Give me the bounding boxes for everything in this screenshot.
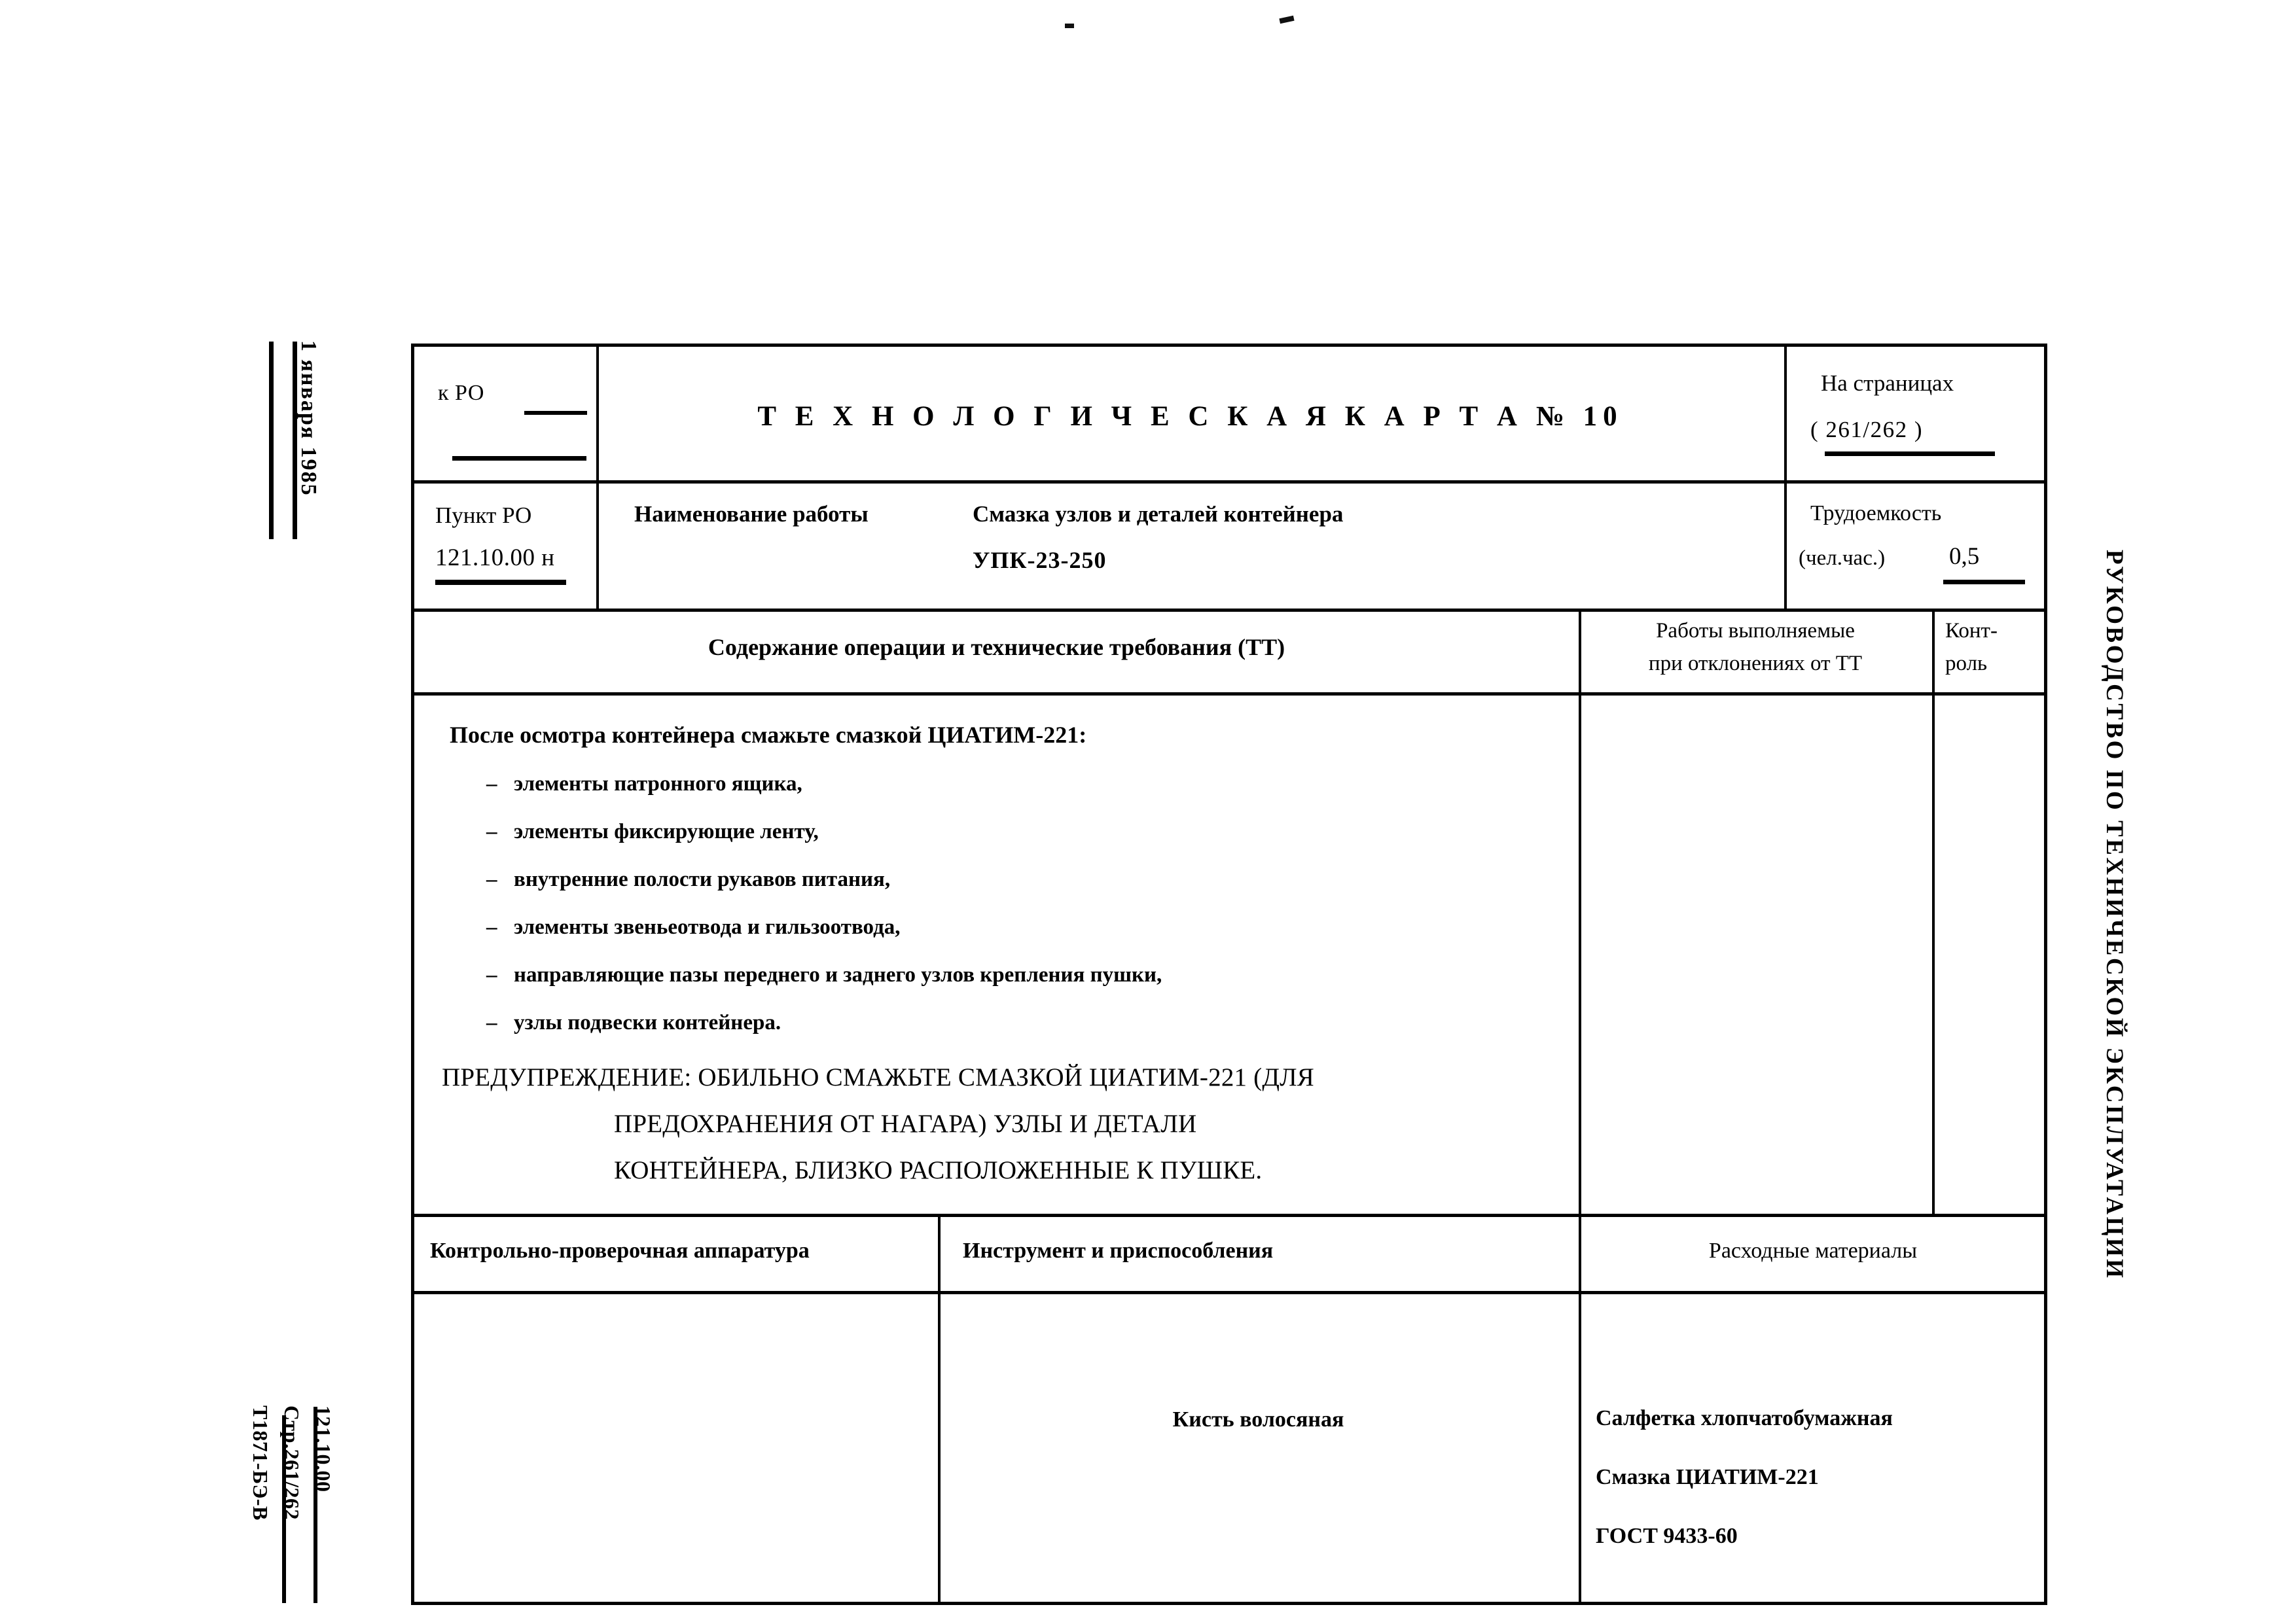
work-name-label: Наименование работы bbox=[634, 501, 869, 527]
labor-cell bbox=[1784, 480, 2047, 609]
list-item: Смазка ЦИАТИМ-221 bbox=[1596, 1465, 1819, 1489]
labor-label: Трудоемкость bbox=[1810, 501, 1942, 525]
column-header-control-line1: Конт- bbox=[1945, 619, 1998, 643]
column-header-control-line2: роль bbox=[1945, 652, 1988, 675]
list-item: – узлы подвески контейнера. bbox=[440, 1011, 1552, 1035]
pages-value: ( 261/262 ) bbox=[1810, 417, 1924, 442]
materials-header-cell bbox=[1579, 1214, 2047, 1291]
technological-card-table bbox=[411, 344, 2047, 1605]
warning-text-line2: ПРЕДОХРАНЕНИЯ ОТ НАГАРА) УЗЛЫ И ДЕТАЛИ bbox=[614, 1110, 1197, 1138]
pages-underline bbox=[1825, 451, 1995, 456]
warning-text-line3: КОНТЕЙНЕРА, БЛИЗКО РАСПОЛОЖЕННЫЕ К ПУШКЕ. bbox=[614, 1156, 1263, 1184]
scan-speckle bbox=[1279, 16, 1294, 24]
operation-item-list bbox=[440, 772, 1552, 1035]
column-header-content-label: Содержание операции и технические требования (ТТ) bbox=[708, 634, 1285, 660]
list-item: – элементы фиксирующие ленту, bbox=[440, 820, 1552, 844]
list-item: – направляющие пазы переднего и заднего узлов крепления пушки, bbox=[440, 963, 1552, 987]
ro-point-underline bbox=[435, 580, 566, 585]
tools-value-cell bbox=[938, 1291, 1579, 1605]
tools-value: Кисть волосяная bbox=[1172, 1407, 1344, 1432]
work-name-value-line1: Смазка узлов и деталей контейнера bbox=[973, 501, 1344, 527]
date-stamp-rule bbox=[269, 342, 274, 539]
tools-header-label: Инструмент и приспособления bbox=[963, 1239, 1274, 1263]
list-item: – элементы звеньеотвода и гильзоотвода, bbox=[440, 915, 1552, 940]
labor-underline bbox=[1943, 580, 2025, 584]
list-item: ГОСТ 9433-60 bbox=[1596, 1524, 1738, 1548]
column-header-content bbox=[414, 609, 1579, 692]
footer-page-reference: Стр.261/262 bbox=[280, 1405, 304, 1520]
labor-units-label: (чел.час.) bbox=[1799, 546, 1886, 570]
list-item: – внутренние полости рукавов питания, bbox=[440, 868, 1552, 892]
test-equipment-header-cell bbox=[414, 1214, 938, 1291]
footer-item-number: 121.10.00 bbox=[312, 1405, 335, 1492]
footer-document-code: Т1871-БЭ-В bbox=[249, 1405, 272, 1521]
page-title: Т Е Х Н О Л О Г И Ч Е С К А Я К А Р Т А № 10 bbox=[757, 401, 1623, 432]
warning-text-line1: ПРЕДУПРЕЖДЕНИЕ: ОБИЛЬНО СМАЖЬТЕ СМАЗКОЙ ЦИАТИМ-221 (ДЛЯ bbox=[442, 1063, 1315, 1091]
manual-title-vertical: РУКОВОДСТВО ПО ТЕХНИЧЕСКОЙ ЭКСПЛУАТАЦИИ bbox=[2101, 550, 2128, 1280]
ro-reference-blank-rule bbox=[452, 456, 586, 461]
document-title-cell bbox=[596, 347, 1784, 480]
materials-value-cell bbox=[1579, 1291, 2047, 1605]
table-column-divider bbox=[1579, 609, 1581, 1291]
column-header-deviations bbox=[1579, 609, 1932, 692]
ro-reference-cell bbox=[414, 347, 596, 480]
test-equipment-value-cell bbox=[414, 1291, 938, 1605]
column-header-control bbox=[1932, 609, 2047, 692]
list-item: Салфетка хлопчатобумажная bbox=[1596, 1406, 1893, 1430]
effective-date-stamp: 1 января 1985 bbox=[296, 340, 321, 497]
pages-label: На страницах bbox=[1821, 370, 1954, 396]
list-item: – элементы патронного ящика, bbox=[440, 772, 1552, 796]
ro-reference-label: к РО bbox=[438, 381, 484, 405]
materials-list bbox=[1596, 1406, 1893, 1583]
scan-speckle bbox=[1065, 24, 1074, 28]
column-header-deviations-line2: при отклонениях от ТТ bbox=[1648, 652, 1863, 675]
operation-content-cell bbox=[414, 692, 1579, 1214]
work-name-cell bbox=[596, 480, 1784, 609]
materials-header-label: Расходные материалы bbox=[1708, 1239, 1918, 1263]
labor-value: 0,5 bbox=[1949, 543, 1980, 570]
ro-point-cell bbox=[414, 480, 596, 609]
ro-point-value: 121.10.00 н bbox=[435, 544, 555, 571]
column-header-deviations-line1: Работы выполняемые bbox=[1656, 619, 1855, 643]
work-name-value-line2: УПК-23-250 bbox=[973, 547, 1107, 573]
operation-intro-text: После осмотра контейнера смажьте смазкой ЦИАТИМ-221: bbox=[450, 722, 1087, 748]
test-equipment-header-label: Контрольно-проверочная аппаратура bbox=[430, 1239, 810, 1263]
pages-cell bbox=[1784, 347, 2047, 480]
table-column-divider bbox=[1932, 609, 1935, 1214]
tools-header-cell bbox=[938, 1214, 1579, 1291]
ro-reference-blank-rule bbox=[524, 411, 587, 415]
ro-point-label: Пункт РО bbox=[435, 503, 532, 528]
